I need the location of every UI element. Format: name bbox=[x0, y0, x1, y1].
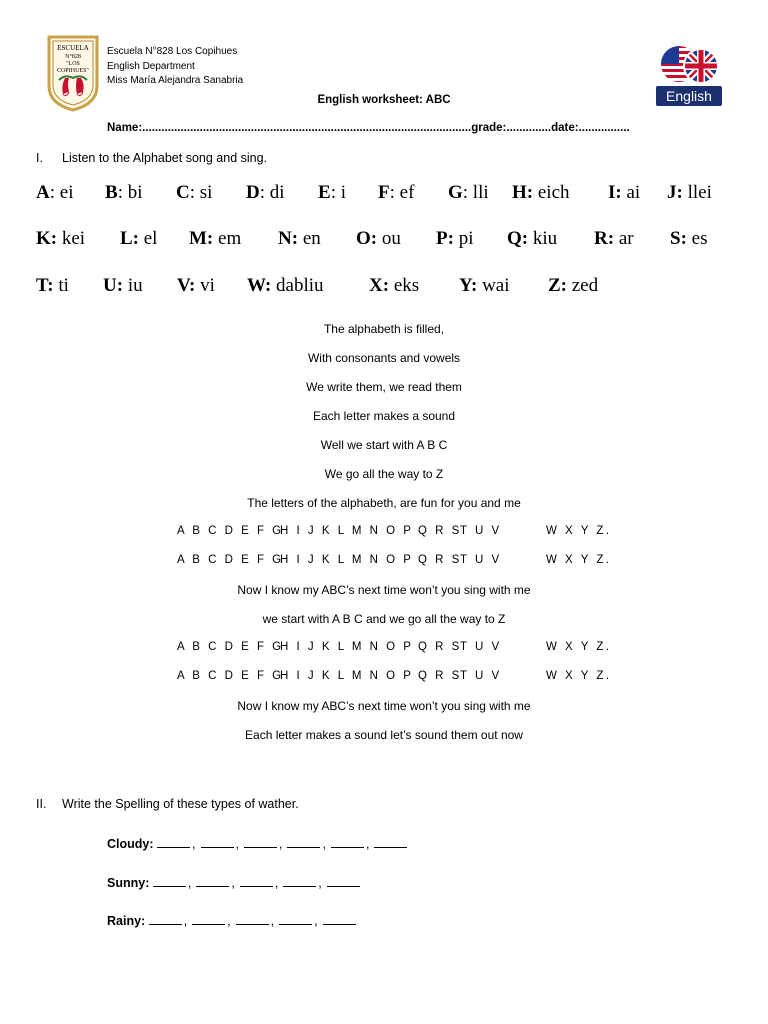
alphabet-item bbox=[459, 275, 510, 297]
alphabet-pronunciation: : si bbox=[189, 182, 213, 203]
alphabet-item bbox=[36, 228, 85, 250]
logo-text-1: ESCUELA bbox=[57, 44, 89, 52]
chorus-group: Q R S bbox=[418, 641, 462, 653]
chorus-group: Q R S bbox=[418, 554, 462, 566]
alphabet-pronunciation: zed bbox=[567, 275, 599, 296]
alphabet-letter: T: bbox=[36, 275, 54, 296]
chorus-group: T U V bbox=[460, 525, 502, 537]
alphabet-letter: E bbox=[318, 182, 331, 203]
alphabet-pronunciation: dabliu bbox=[271, 275, 324, 296]
spelling-blank[interactable] bbox=[279, 913, 312, 925]
alphabet-pronunciation: : di bbox=[259, 182, 285, 203]
song-line: With consonants and vowels bbox=[307, 351, 461, 365]
weather-row-cloudy: Cloudy: , , , , , bbox=[107, 836, 409, 851]
song-line: Each letter makes a sound bbox=[312, 409, 456, 423]
alphabet-pronunciation: pi bbox=[453, 228, 474, 249]
alphabet-pronunciation: : ef bbox=[389, 182, 415, 203]
alphabet-pronunciation: llei bbox=[682, 182, 712, 203]
alphabet-letter: A bbox=[36, 182, 50, 203]
alphabet-letter: S: bbox=[670, 228, 687, 249]
alphabet-pronunciation: kei bbox=[57, 228, 86, 249]
chorus-group: W X Y Z. bbox=[546, 525, 612, 537]
spelling-blank[interactable] bbox=[196, 875, 229, 887]
weather-row-sunny: Sunny: , , , , bbox=[107, 875, 362, 890]
alphabet-item bbox=[356, 228, 401, 250]
chorus-line bbox=[0, 525, 768, 541]
song-line: Well we start with A B C bbox=[320, 438, 448, 452]
alphabet-letter: I: bbox=[608, 182, 622, 203]
alphabet-pronunciation: es bbox=[686, 228, 708, 249]
section-2-instruction: Write the Spelling of these types of wather. bbox=[62, 797, 299, 811]
alphabet-item bbox=[369, 275, 419, 297]
chorus-group: Q R S bbox=[418, 525, 462, 537]
spelling-blank[interactable] bbox=[240, 875, 273, 887]
song-line: Now I know my ABC’s next time won’t you sing with me bbox=[237, 583, 531, 597]
alphabet-pronunciation: vi bbox=[195, 275, 215, 296]
teacher-name: Miss María Alejandra Sanabria bbox=[107, 75, 244, 86]
alphabet-pronunciation: : bi bbox=[117, 182, 143, 203]
alphabet-item bbox=[670, 228, 707, 250]
alphabet-item bbox=[512, 182, 570, 204]
alphabet-letter: Q: bbox=[507, 228, 529, 249]
spelling-blank[interactable] bbox=[192, 913, 225, 925]
spelling-blank[interactable] bbox=[157, 836, 190, 848]
alphabet-pronunciation: : i bbox=[330, 182, 346, 203]
spelling-blank[interactable] bbox=[287, 836, 320, 848]
song-line: The alphabeth is filled, bbox=[323, 322, 445, 336]
alphabet-pronunciation: iu bbox=[123, 275, 143, 296]
name-grade-date-line: Name:.......................................................................................................grade:..............date:................ bbox=[107, 122, 630, 134]
spelling-blank[interactable] bbox=[149, 913, 182, 925]
spelling-blank[interactable] bbox=[327, 875, 360, 887]
alphabet-item bbox=[103, 275, 143, 297]
school-name: Escuela N°828 Los Copihues bbox=[107, 46, 238, 57]
alphabet-item bbox=[378, 182, 414, 204]
chorus-line bbox=[0, 670, 768, 686]
alphabet-letter: D bbox=[246, 182, 260, 203]
alphabet-item bbox=[608, 182, 640, 204]
alphabet-pronunciation: en bbox=[298, 228, 321, 249]
spelling-blank[interactable] bbox=[374, 836, 407, 848]
alphabet-letter: G bbox=[448, 182, 463, 203]
spelling-blank[interactable] bbox=[236, 913, 269, 925]
chorus-line bbox=[0, 641, 768, 657]
song-line: Each letter makes a sound let’s sound them out now bbox=[245, 728, 523, 742]
badge-label: English bbox=[666, 88, 712, 104]
spelling-blank[interactable] bbox=[201, 836, 234, 848]
chorus-group: A B C D E F G bbox=[177, 525, 284, 537]
alphabet-letter: N: bbox=[278, 228, 299, 249]
song-line: Now I know my ABC’s next time won’t you sing with me bbox=[237, 699, 531, 713]
alphabet-item bbox=[177, 275, 215, 297]
chorus-group: T U V bbox=[460, 641, 502, 653]
alphabet-pronunciation: eks bbox=[389, 275, 420, 296]
chorus-group: W X Y Z. bbox=[546, 554, 612, 566]
chorus-group: T U V bbox=[460, 670, 502, 682]
section-1-heading bbox=[36, 151, 267, 165]
alphabet-letter: L: bbox=[120, 228, 139, 249]
weather-label: Sunny: bbox=[107, 876, 150, 890]
logo-text-2: N°828 bbox=[65, 54, 81, 60]
alphabet-letter: W: bbox=[247, 275, 272, 296]
alphabet-letter: Z: bbox=[548, 275, 567, 296]
chorus-group: W X Y Z. bbox=[546, 670, 612, 682]
chorus-line bbox=[0, 554, 768, 570]
alphabet-pronunciation: eich bbox=[533, 182, 570, 203]
logo-text-3: "LOS bbox=[66, 61, 80, 67]
alphabet-pronunciation: el bbox=[139, 228, 158, 249]
spelling-blank[interactable] bbox=[331, 836, 364, 848]
chorus-group: T U V bbox=[460, 554, 502, 566]
alphabet-item bbox=[548, 275, 598, 297]
chorus-group: A B C D E F G bbox=[177, 554, 284, 566]
alphabet-letter: O: bbox=[356, 228, 378, 249]
chorus-group: H I J K L M N O P bbox=[280, 554, 414, 566]
department-name: English Department bbox=[107, 60, 195, 72]
chorus-group: A B C D E F G bbox=[177, 641, 284, 653]
alphabet-item bbox=[36, 275, 69, 297]
alphabet-pronunciation: em bbox=[213, 228, 242, 249]
chorus-group: H I J K L M N O P bbox=[280, 670, 414, 682]
alphabet-letter: M: bbox=[189, 228, 214, 249]
alphabet-item bbox=[36, 182, 73, 204]
alphabet-letter: X: bbox=[369, 275, 390, 296]
alphabet-letter: J: bbox=[667, 182, 683, 203]
alphabet-pronunciation: wai bbox=[477, 275, 510, 296]
alphabet-pronunciation: ar bbox=[614, 228, 634, 249]
alphabet-letter: C bbox=[176, 182, 190, 203]
spelling-blank[interactable] bbox=[244, 836, 277, 848]
alphabet-item bbox=[278, 228, 321, 250]
alphabet-item bbox=[436, 228, 473, 250]
weather-label: Cloudy: bbox=[107, 837, 154, 851]
alphabet-item bbox=[247, 275, 324, 297]
section-2-heading bbox=[36, 797, 299, 811]
alphabet-item bbox=[246, 182, 285, 204]
alphabet-item bbox=[189, 228, 241, 250]
chorus-group: H I J K L M N O P bbox=[280, 525, 414, 537]
alphabet-item bbox=[176, 182, 212, 204]
alphabet-item bbox=[448, 182, 489, 204]
alphabet-letter: R: bbox=[594, 228, 615, 249]
song-line: We write them, we read them bbox=[306, 380, 462, 394]
alphabet-letter: H: bbox=[512, 182, 534, 203]
alphabet-item bbox=[594, 228, 634, 250]
alphabet-item bbox=[318, 182, 346, 204]
section-2-number: II. bbox=[36, 797, 47, 811]
alphabet-item bbox=[667, 182, 712, 204]
chorus-group: Q R S bbox=[418, 670, 462, 682]
logo-text-4: COPIHUES" bbox=[57, 68, 89, 74]
weather-label: Rainy: bbox=[107, 914, 146, 928]
alphabet-pronunciation: ou bbox=[377, 228, 401, 249]
section-1-instruction: Listen to the Alphabet song and sing. bbox=[62, 151, 268, 165]
spelling-blank[interactable] bbox=[283, 875, 316, 887]
alphabet-letter: V: bbox=[177, 275, 196, 296]
alphabet-letter: B bbox=[105, 182, 118, 203]
spelling-blank[interactable] bbox=[323, 913, 356, 925]
song-line: The letters of the alphabeth, are fun for you and me bbox=[247, 496, 521, 510]
section-1-number: I. bbox=[36, 151, 43, 165]
spelling-blank[interactable] bbox=[153, 875, 186, 887]
alphabet-pronunciation: kiu bbox=[528, 228, 558, 249]
song-line: we start with A B C and we go all the way to Z bbox=[262, 612, 506, 626]
alphabet-item bbox=[120, 228, 157, 250]
worksheet-title: English worksheet: ABC bbox=[317, 94, 451, 106]
alphabet-letter: U: bbox=[103, 275, 124, 296]
alphabet-item bbox=[105, 182, 143, 204]
alphabet-pronunciation: ai bbox=[621, 182, 641, 203]
chorus-group: A B C D E F G bbox=[177, 670, 284, 682]
alphabet-letter: F bbox=[378, 182, 390, 203]
song-line: We go all the way to Z bbox=[324, 467, 444, 481]
alphabet-item bbox=[507, 228, 557, 250]
alphabet-letter: Y: bbox=[459, 275, 478, 296]
chorus-group: H I J K L M N O P bbox=[280, 641, 414, 653]
alphabet-pronunciation: : lli bbox=[462, 182, 489, 203]
chorus-group: W X Y Z. bbox=[546, 641, 612, 653]
alphabet-pronunciation: ti bbox=[53, 275, 69, 296]
alphabet-pronunciation: : ei bbox=[49, 182, 74, 203]
alphabet-letter: K: bbox=[36, 228, 58, 249]
weather-row-rainy: Rainy: , , , , bbox=[107, 913, 358, 928]
school-info bbox=[107, 45, 243, 89]
alphabet-letter: P: bbox=[436, 228, 454, 249]
